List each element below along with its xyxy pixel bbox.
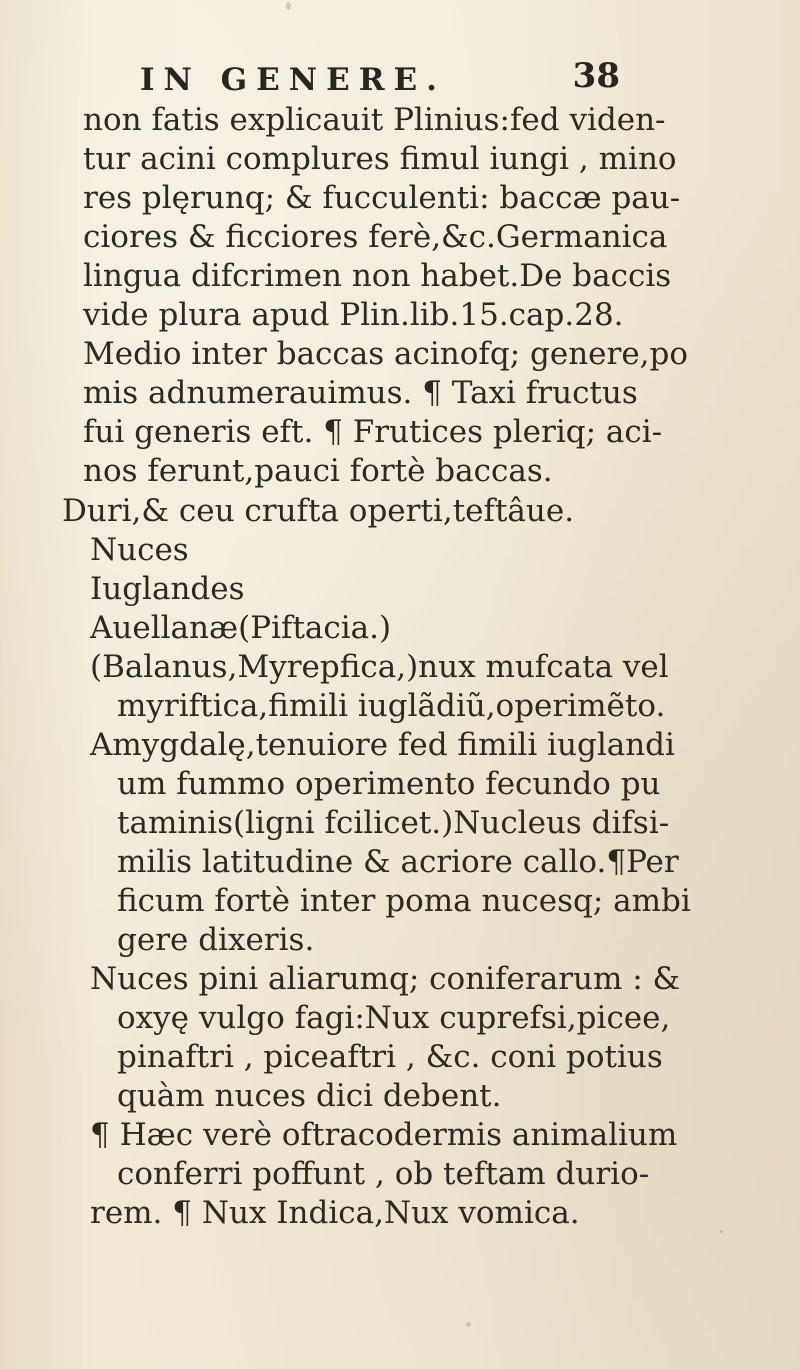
text-line: rem. ¶ Nux Indica,Nux vomica. — [90, 1195, 580, 1231]
text-line: non fatis explicauit Plinius:fed viden- — [83, 102, 666, 138]
paper-stain — [286, 2, 291, 10]
text-line: lingua difcrimen non habet.De baccis — [83, 258, 672, 294]
text-line: taminis(ligni fcilicet.)Nucleus difsi- — [117, 805, 670, 841]
text-line: oxyę vulgo fagi:Nux cuprefsi,picee, — [117, 1000, 671, 1036]
text-line: ciores & ficciores ferè,&c.Germanica — [83, 219, 668, 255]
running-head: IN GENERE. — [140, 62, 446, 98]
paper-stain — [466, 1322, 471, 1327]
text-line: Amygdalę,tenuiore fed fimili iuglandi — [90, 727, 675, 763]
text-line: Nuces — [90, 532, 189, 568]
text-line: ficum fortè inter poma nucesq; ambi — [117, 883, 691, 919]
text-line: vide plura apud Plin.lib.15.cap.28. — [83, 297, 624, 333]
text-line: fui generis eft. ¶ Frutices pleriq; aci- — [83, 414, 663, 450]
page-number: 38 — [572, 56, 620, 96]
paper-stain — [720, 1230, 723, 1233]
text-line: Iuglandes — [90, 571, 245, 607]
text-line: Auellanæ(Piftacia.) — [90, 610, 392, 646]
text-line: Medio inter baccas acinofq; genere,po — [83, 336, 689, 372]
text-line: conferri poffunt , ob teftam durio- — [117, 1156, 650, 1192]
text-line: gere dixeris. — [117, 922, 315, 958]
text-line: mis adnumerauimus. ¶ Taxi fructus — [83, 375, 638, 411]
text-line: res plęrunq; & fucculenti: baccæ pau- — [83, 180, 681, 216]
text-line: Duri,& ceu crufta operti,teftâue. — [62, 493, 575, 529]
text-line: pinaftri , piceaftri , &c. coni potius — [117, 1039, 663, 1075]
text-line: quàm nuces dici debent. — [117, 1078, 502, 1114]
text-line: myriftica,fimili iuglãdiũ,operimẽto. — [117, 688, 666, 724]
text-line: (Balanus,Myrepfica,)nux mufcata vel — [90, 649, 669, 685]
text-line: um fummo operimento fecundo pu — [117, 766, 661, 802]
text-line: Nuces pini aliarumq; coniferarum : & — [90, 961, 681, 997]
text-line: milis latitudine & acriore callo.¶Per — [117, 844, 679, 880]
text-line: ¶ Hæc verè oftracodermis animalium — [90, 1117, 678, 1153]
text-line: nos ferunt,pauci fortè baccas. — [83, 453, 553, 489]
text-line: tur acini complures fimul iungi , mino — [83, 141, 677, 177]
page-header — [140, 56, 620, 102]
